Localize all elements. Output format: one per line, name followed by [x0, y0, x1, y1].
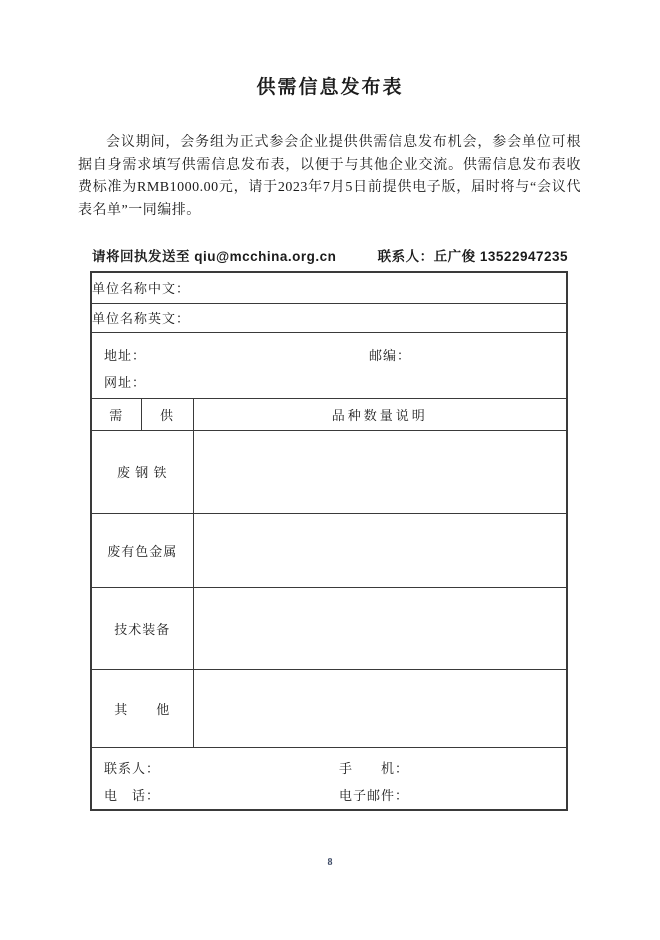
company-name-cn-cell: 单位名称中文：	[91, 272, 567, 303]
header-description-cell: 品种数量说明	[193, 398, 567, 430]
other-description-area	[193, 669, 567, 747]
table-header-row	[91, 398, 567, 430]
mobile-label: 手 机：	[339, 760, 410, 776]
company-name-en-cell: 单位名称英文：	[91, 303, 567, 332]
table-row	[91, 332, 567, 398]
page-number: 8	[327, 857, 333, 868]
email-label: 电子邮件：	[339, 787, 410, 803]
table-row	[91, 513, 567, 587]
category-other-label: 其 他	[91, 669, 193, 747]
phone-label: 电 话：	[104, 787, 161, 803]
intro-paragraph: 会议期间，会务组为正式参会企业提供供需信息发布机会，参会单位可根据自身需求填写供需信息发布表，以便于与其他企业交流。供需信息发布表收费标准为RMB1000.00元，请于2023年7月5日前提供电子版，届时将与“会议代表名单”一同编排。	[78, 135, 581, 218]
table-row	[91, 430, 567, 513]
contact-line-2	[92, 782, 566, 809]
contact-line-1	[92, 748, 566, 782]
return-instruction-line	[92, 245, 568, 265]
table-row	[91, 303, 567, 332]
category-nonferrous-label: 废有色金属	[91, 513, 193, 587]
scrap-steel-description-area	[193, 430, 567, 513]
category-scrap-steel-label: 废 钢 铁	[91, 430, 193, 513]
supply-demand-form-table	[90, 271, 568, 811]
header-supply-cell: 供	[141, 398, 193, 430]
contact-person-label: 联系人：	[104, 760, 161, 776]
header-demand-cell: 需	[91, 398, 141, 430]
contact-info-cell	[91, 747, 567, 810]
website-label: 网址：	[104, 374, 147, 390]
return-email-text: 请将回执发送至 qiu@mcchina.org.cn	[92, 249, 337, 264]
page-title: 供需信息发布表	[256, 77, 404, 98]
equipment-description-area	[193, 587, 567, 669]
table-row	[91, 272, 567, 303]
contact-person-text: 联系人：丘广俊 13522947235	[377, 249, 568, 264]
category-equipment-label: 技术装备	[91, 587, 193, 669]
nonferrous-description-area	[193, 513, 567, 587]
address-cell	[91, 332, 567, 398]
website-line	[92, 369, 566, 396]
table-row	[91, 747, 567, 810]
address-line	[92, 335, 566, 369]
table-row	[91, 587, 567, 669]
address-label: 地址：	[104, 347, 147, 363]
postcode-label: 邮编：	[369, 347, 412, 363]
table-row	[91, 669, 567, 747]
